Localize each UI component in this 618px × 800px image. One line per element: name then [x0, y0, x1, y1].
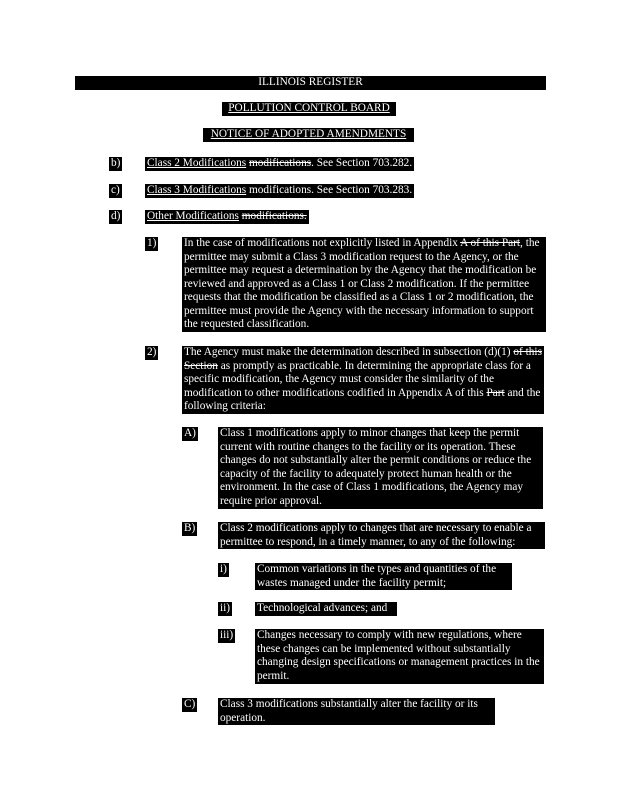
label-A: A)	[184, 427, 196, 439]
paragraph-d2	[182, 346, 544, 414]
label-B: B)	[184, 522, 196, 534]
paragraph-B: Class 2 modifications apply to changes that are necessary to enable a permittee to respond, in a timely manner, to any of the following:	[218, 522, 545, 549]
label-i: i)	[220, 563, 227, 575]
label-b: b)	[111, 157, 121, 169]
d1-deleted: A of this Part	[460, 237, 521, 249]
paragraph-ii: Technological advances; and	[255, 602, 397, 616]
item-c-plain: modifications. See Section 703.283.	[246, 184, 413, 196]
item-d-text	[145, 210, 309, 224]
item-d-deleted: modifications.	[241, 210, 307, 222]
label-d1: 1)	[147, 237, 157, 249]
item-b-text	[145, 157, 414, 171]
board-title-text: POLLUTION CONTROL BOARD	[228, 102, 390, 114]
d2-text-2: as promptly as practicable. In determining the appropriate class for a specific modification, the Agency must consider the similarity of the modification to other modifications codified in Appendix A of this	[184, 359, 531, 399]
paragraph-iii: Changes necessary to comply with new regulations, where these changes can be implemented without substantially changing design specifications or management practices in the permit.	[255, 629, 544, 684]
d1-text-1: In the case of modifications not explicitly listed in Appendix	[184, 237, 461, 249]
paragraph-d1	[182, 237, 546, 332]
item-b-ref: . See Section 703.282.	[311, 157, 413, 169]
d2-deleted-1: of this Section	[184, 346, 542, 372]
notice-title	[203, 128, 414, 142]
notice-title-text: NOTICE OF ADOPTED AMENDMENTS	[210, 128, 407, 140]
paragraph-A: Class 1 modifications apply to minor changes that keep the permit current with routine changes to the facility or its operation. These changes do not substantially alter the permit conditions or reduce the capacity of the facility to adequately protect human health or the environment. In the case of Class 1 modifications, the Agency may require prior approval.	[218, 427, 543, 509]
item-d-inserted: Other Modifications	[147, 210, 239, 222]
d2-text-3: and the following criteria:	[184, 386, 541, 412]
paragraph-C: Class 3 modifications substantially alter the facility or its operation.	[218, 698, 495, 725]
item-c-text	[145, 184, 414, 198]
label-ii: ii)	[220, 602, 231, 614]
label-c: c)	[111, 184, 120, 196]
d2-text-1: The Agency must make the determination described in subsection (d)(1)	[184, 346, 514, 358]
item-c-inserted: Class 3 Modifications	[147, 184, 247, 196]
register-title-text: ILLINOIS REGISTER	[258, 76, 363, 88]
paragraph-i: Common variations in the types and quantities of the wastes managed under the facility permit;	[255, 563, 512, 590]
label-d: d)	[111, 210, 121, 222]
d2-deleted-2: Part	[486, 386, 505, 399]
label-C: C)	[184, 698, 196, 710]
label-d2: 2)	[147, 346, 157, 358]
item-b-deleted: modifications	[249, 157, 312, 169]
board-title	[222, 102, 396, 116]
register-title	[75, 76, 546, 90]
item-b-inserted: Class 2 Modifications	[147, 157, 247, 169]
d1-text-2: , the permittee may submit a Class 3 modification request to the Agency, or the permittee may request a determination by the Agency that the modification be reviewed and approved as a Class 1 or Class 2 modification. If the permittee requests that the modification be classified as a Class 1 or 2 modification, the permittee must provide the Agency with the necessary information to support the requested classification.	[184, 237, 540, 330]
label-iii: iii)	[220, 629, 234, 641]
